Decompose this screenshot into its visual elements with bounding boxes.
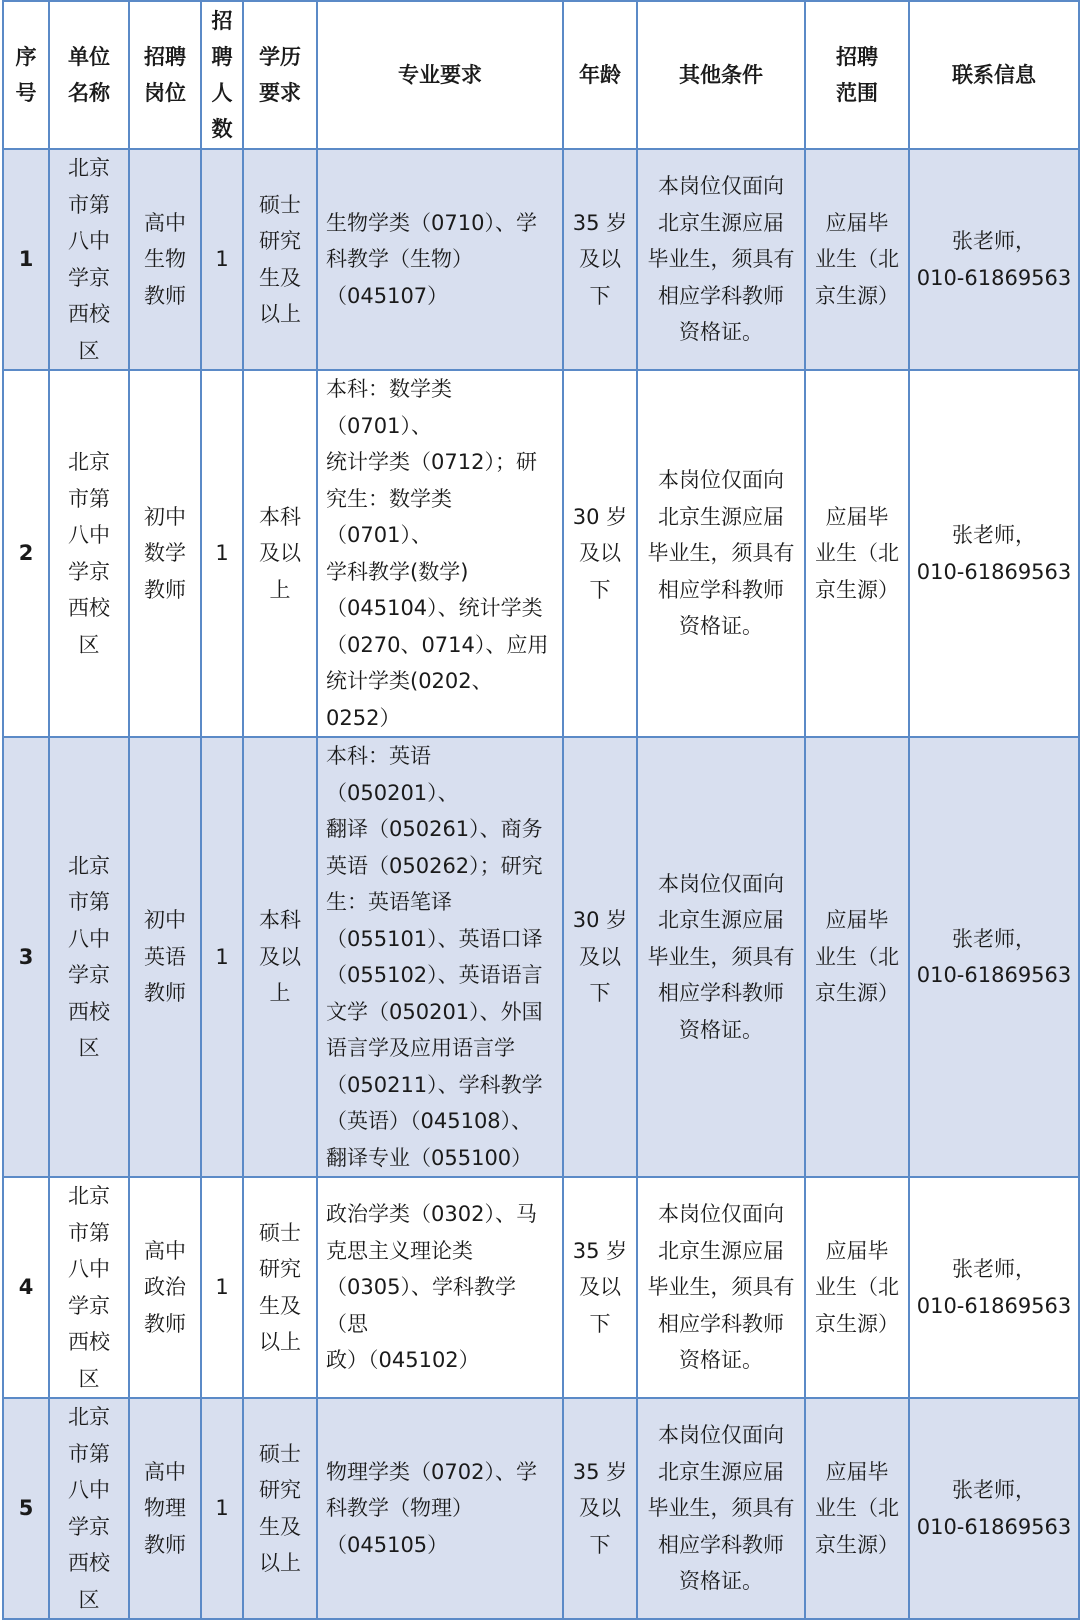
count-cell: 1 (201, 1177, 243, 1398)
scope-cell: 应届毕 业生（北 京生源） (805, 737, 909, 1177)
unit-cell: 北京 市第 八中 学京 西校 区 (49, 1177, 129, 1398)
major-cell: 物理学类（0702）、学 科教学（物理） （045105） (317, 1398, 563, 1619)
recruitment-table (2, 0, 1080, 1620)
position-cell: 高中 生物 教师 (129, 149, 201, 370)
header-seq: 序 号 (3, 1, 49, 149)
other-cell: 本岗位仅面向 北京生源应届 毕业生，须具有 相应学科教师 资格证。 (637, 370, 805, 737)
age-cell: 30 岁 及以 下 (563, 737, 637, 1177)
seq-cell: 3 (3, 737, 49, 1177)
contact-cell: 张老师， 010-61869563 (909, 149, 1079, 370)
seq-cell: 4 (3, 1177, 49, 1398)
major-cell: 本科：数学类（0701）、 统计学类（0712）；研 究生：数学类（0701）、 学科教学(数学) （045104）、统计学类 （0270、0714）、应用 统计学类(0202、0252） (317, 370, 563, 737)
scope-cell: 应届毕 业生（北 京生源） (805, 370, 909, 737)
other-cell: 本岗位仅面向 北京生源应届 毕业生，须具有 相应学科教师 资格证。 (637, 1177, 805, 1398)
education-cell: 硕士 研究 生及 以上 (243, 1398, 317, 1619)
age-cell: 35 岁 及以 下 (563, 149, 637, 370)
count-cell: 1 (201, 370, 243, 737)
header-age: 年龄 (563, 1, 637, 149)
major-cell: 生物学类（0710）、学 科教学（生物） （045107） (317, 149, 563, 370)
major-cell: 本科：英语（050201）、 翻译（050261）、商务 英语（050262）；研究 生：英语笔译 （055101）、英语口译 （055102）、英语语言 文学（050201）、外国 语言学及应用语言学 （050211）、学科教学 （英语）（045108）、 翻译专业（055100） (317, 737, 563, 1177)
header-position: 招聘 岗位 (129, 1, 201, 149)
other-cell: 本岗位仅面向 北京生源应届 毕业生，须具有 相应学科教师 资格证。 (637, 149, 805, 370)
header-scope: 招聘 范围 (805, 1, 909, 149)
header-count: 招 聘 人 数 (201, 1, 243, 149)
header-unit: 单位 名称 (49, 1, 129, 149)
education-cell: 本科 及以 上 (243, 370, 317, 737)
education-cell: 硕士 研究 生及 以上 (243, 1177, 317, 1398)
age-cell: 35 岁 及以 下 (563, 1398, 637, 1619)
contact-cell: 张老师， 010-61869563 (909, 737, 1079, 1177)
scope-cell: 应届毕 业生（北 京生源） (805, 1398, 909, 1619)
seq-cell: 2 (3, 370, 49, 737)
table-row (3, 1177, 1079, 1398)
count-cell: 1 (201, 149, 243, 370)
position-cell: 高中 物理 教师 (129, 1398, 201, 1619)
unit-cell: 北京 市第 八中 学京 西校 区 (49, 370, 129, 737)
scope-cell: 应届毕 业生（北 京生源） (805, 1177, 909, 1398)
position-cell: 初中 英语 教师 (129, 737, 201, 1177)
scope-cell: 应届毕 业生（北 京生源） (805, 149, 909, 370)
education-cell: 本科 及以 上 (243, 737, 317, 1177)
education-cell: 硕士 研究 生及 以上 (243, 149, 317, 370)
header-education: 学历 要求 (243, 1, 317, 149)
contact-cell: 张老师， 010-61869563 (909, 1398, 1079, 1619)
count-cell: 1 (201, 1398, 243, 1619)
other-cell: 本岗位仅面向 北京生源应届 毕业生，须具有 相应学科教师 资格证。 (637, 737, 805, 1177)
table-row (3, 370, 1079, 737)
header-major: 专业要求 (317, 1, 563, 149)
major-cell: 政治学类（0302）、马 克思主义理论类 （0305）、学科教学（思 政）（045102） (317, 1177, 563, 1398)
other-cell: 本岗位仅面向 北京生源应届 毕业生，须具有 相应学科教师 资格证。 (637, 1398, 805, 1619)
unit-cell: 北京 市第 八中 学京 西校 区 (49, 149, 129, 370)
header-row (3, 1, 1079, 149)
seq-cell: 1 (3, 149, 49, 370)
age-cell: 30 岁 及以 下 (563, 370, 637, 737)
position-cell: 初中 数学 教师 (129, 370, 201, 737)
contact-cell: 张老师， 010-61869563 (909, 1177, 1079, 1398)
seq-cell: 5 (3, 1398, 49, 1619)
table-row (3, 149, 1079, 370)
unit-cell: 北京 市第 八中 学京 西校 区 (49, 737, 129, 1177)
unit-cell: 北京 市第 八中 学京 西校 区 (49, 1398, 129, 1619)
header-contact: 联系信息 (909, 1, 1079, 149)
position-cell: 高中 政治 教师 (129, 1177, 201, 1398)
count-cell: 1 (201, 737, 243, 1177)
age-cell: 35 岁 及以 下 (563, 1177, 637, 1398)
table-row (3, 737, 1079, 1177)
header-other: 其他条件 (637, 1, 805, 149)
table-row (3, 1398, 1079, 1619)
contact-cell: 张老师， 010-61869563 (909, 370, 1079, 737)
